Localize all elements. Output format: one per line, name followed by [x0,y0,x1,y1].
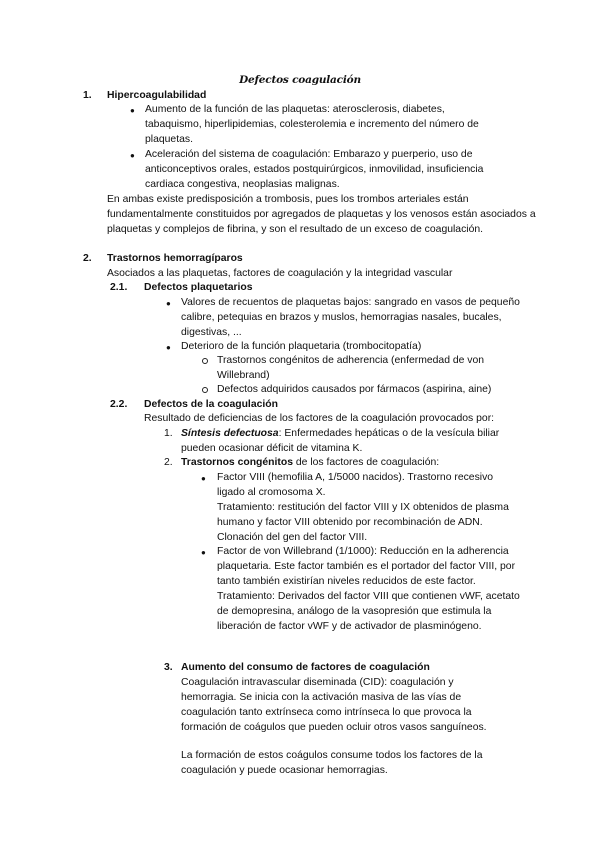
factor-viii-treatment: Tratamiento: restitución del factor VIII y IX obtenidos de plasma humano y factor VIII obtenido por recombinación de ADN. Clonación del gen del factor VIII. [217,502,509,543]
item-3-text-2: La formación de estos coágulos consume todos los factores de la coagulación y puede ocasionar hemorragias. [181,750,483,776]
section-2-1-number: 2.1. [110,282,128,293]
item-1-body: : Enfermedades hepáticas o de la vesícula biliar pueden ocasionar déficit de vitamina K. [181,428,500,454]
section-1-heading: Hipercoagulabilidad [107,90,207,101]
vwf-desc: Factor de von Willebrand (1/1000): Reducción en la adherencia plaquetaria. Este factor también es el portador del factor VIII, por tanto también existirían niveles reducidos de este factor. [217,546,516,587]
s1-paragraph: En ambas existe predisposición a trombosis, pues los trombos arteriales están fundamentalmente constituidos por agregados de plaquetas y los venosos están asociados a plaquetas y complejos de fibrina, y son el resultado de un exceso de coagulación. [107,194,536,235]
s21-subbullet-2: Defectos adquiridos causados por fármacos (aspirina, aine) [217,384,492,395]
bullet-icon: ● [130,151,135,160]
bullet-icon: ● [201,474,206,483]
page-title: Defectos coagulación [239,74,361,86]
item-1-number: 1. [164,428,173,439]
factor-viii-text [217,470,517,545]
bullet-icon: ● [130,106,135,115]
item-2-text [181,455,526,470]
factor-viii-desc: Factor VIII (hemofilia A, 1/5000 nacidos). Trastorno recesivo ligado al cromosoma X. [217,472,494,498]
item-1-text [181,426,526,456]
section-2-2-number: 2.2. [110,399,128,410]
s21-bullet-1: Valores de recuentos de plaquetas bajos: sangrado en vasos de pequeño calibre, petequias en brazos y muslos, hemorragias nasales, bucales, digestivas, ... [181,297,520,338]
section-2-number: 2. [83,253,92,264]
vwf-text [217,544,529,634]
item-2-number: 2. [164,457,173,468]
circle-bullet-icon [202,387,208,393]
circle-bullet-icon [202,358,208,364]
section-2-2-heading: Defectos de la coagulación [144,399,278,410]
section-1-number: 1. [83,90,92,101]
vwf-treatment: Tratamiento: Derivados del factor VIII que contienen vWF, acetato de demopresina, análogo de la vasopresión que estimula la liberación de factor vWF y de activador de plasminógeno. [217,591,520,632]
s21-bullet-2: Deterioro de la función plaquetaria (trombocitopatía) [181,341,422,352]
item-3-text: Coagulación intravascular diseminada (CID): coagulación y hemorragia. Se inicia con la activación masiva de las vías de coagulación tanto extrínseca como intrínseca lo que provoca la formación de coágulos que pueden ocluir otros vasos sanguíneos. [181,677,487,733]
item-2-heading: Trastornos congénitos [181,457,294,468]
bullet-icon: ● [201,548,206,557]
item-3-number: 3. [164,662,173,673]
section-2-heading: Trastornos hemorragíparos [107,253,243,264]
item-3-heading: Aumento del consumo de factores de coagulación [181,662,430,673]
s1-bullet-2: Aceleración del sistema de coagulación: Embarazo y puerperio, uso de anticonceptivos orales, estados postquirúrgicos, inmovilidad, insuficiencia cardiaca congestiva, neoplasias malignas. [145,149,484,190]
s22-intro: Resultado de deficiencias de los factores de la coagulación provocados por: [144,413,495,424]
bullet-icon: ● [166,343,171,352]
s1-bullet-1: Aumento de la función de las plaquetas: aterosclerosis, diabetes, tabaquismo, hiperlipidemias, colesterolemia e incremento del número de plaquetas. [145,104,479,145]
bullet-icon: ● [166,299,171,308]
section-2-1-heading: Defectos plaquetarios [144,282,253,293]
s2-intro: Asociados a las plaquetas, factores de coagulación y la integridad vascular [107,268,453,279]
item-2-body: de los factores de coagulación: [293,457,440,468]
item-1-heading: Síntesis defectuosa [181,428,279,439]
s21-subbullet-1: Trastornos congénitos de adherencia (enfermedad de von Willebrand) [217,355,485,381]
